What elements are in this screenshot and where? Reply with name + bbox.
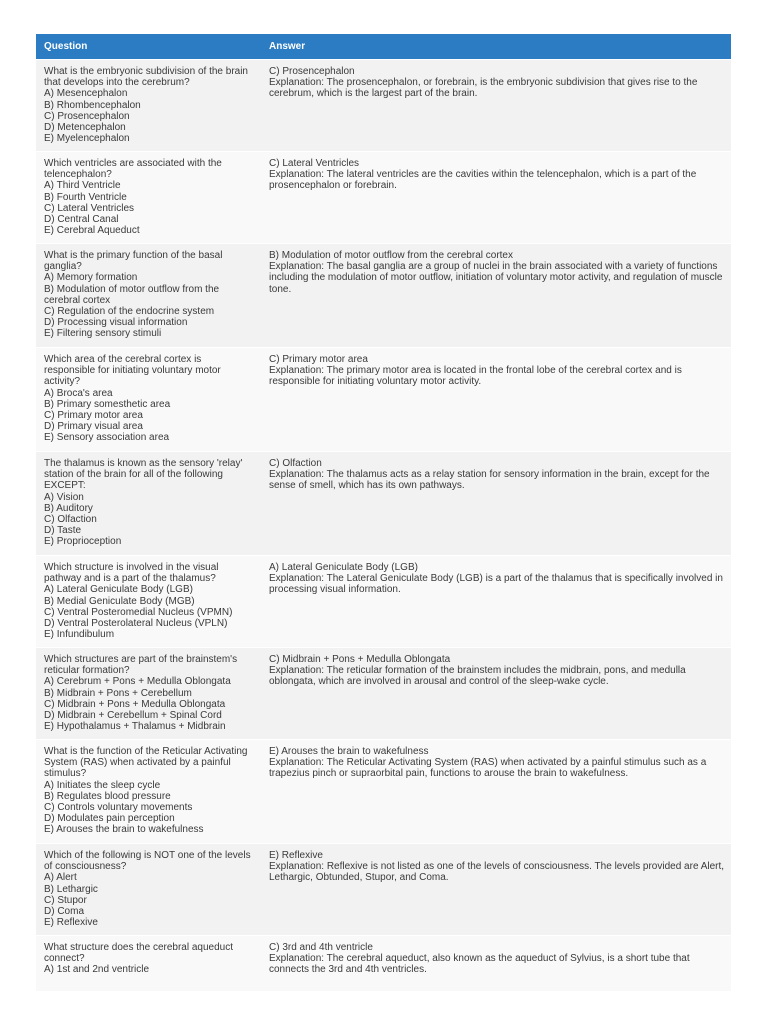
explanation-text: Explanation: The reticular formation of the brainstem includes the midbrain, pons, and medulla oblongata, which are involved in arousal and control of the sleep-wake cycle. <box>269 665 686 688</box>
answer-option: A) Lateral Geniculate Body (LGB) <box>44 584 193 596</box>
answer-option: D) Metencephalon <box>44 122 126 134</box>
answer-cell <box>261 452 731 555</box>
answer-option: B) Auditory <box>44 502 93 514</box>
answer-option: B) Modulation of motor outflow from the cerebral cortex <box>44 283 220 306</box>
answer-cell <box>261 556 731 647</box>
answer-option: A) Memory formation <box>44 272 138 284</box>
table-row <box>36 843 731 935</box>
question-cell <box>36 60 261 151</box>
answer-option: A) Mesencephalon <box>44 88 128 100</box>
question-cell <box>36 244 261 347</box>
answer-option: D) Modulates pain perception <box>44 813 175 825</box>
answer-option: A) Alert <box>44 872 77 884</box>
answer-option: A) Cerebrum + Pons + Medulla Oblongata <box>44 676 231 688</box>
explanation-text: Explanation: The thalamus acts as a relay station for sensory information in the brain, except for the sense of smell, which has its own pathways. <box>269 469 710 492</box>
question-cell <box>36 648 261 739</box>
table-row <box>36 451 731 555</box>
answer-option: B) Medial Geniculate Body (MGB) <box>44 595 195 607</box>
answer-option: C) Lateral Ventricles <box>44 202 135 214</box>
answer-option: D) Coma <box>44 906 85 918</box>
explanation-text: Explanation: The prosencephalon, or forebrain, is the embryonic subdivision that gives rise to the cerebrum, which is the largest part of the brain. <box>269 77 698 100</box>
question-text: Which area of the cerebral cortex is responsible for initiating voluntary motor activity? <box>44 354 221 388</box>
correct-answer: C) Lateral Ventricles <box>269 158 360 169</box>
question-cell <box>36 348 261 451</box>
answer-option: C) Primary motor area <box>44 410 143 422</box>
explanation-text: Explanation: The lateral ventricles are the cavities within the telencephalon, which is a part of the prosencephalon or forebrain. <box>269 169 697 192</box>
correct-answer: C) Olfaction <box>269 458 322 469</box>
answer-option: E) Sensory association area <box>44 432 170 444</box>
answer-option: E) Hypothalamus + Thalamus + Midbrain <box>44 721 226 733</box>
correct-answer: C) Prosencephalon <box>269 66 355 77</box>
answer-option: E) Reflexive <box>44 917 98 929</box>
answer-option: D) Taste <box>44 525 82 537</box>
answer-option: A) Broca's area <box>44 387 113 399</box>
answer-option: C) Midbrain + Pons + Medulla Oblongata <box>44 698 226 710</box>
correct-answer: C) Primary motor area <box>269 354 368 365</box>
table-row <box>36 647 731 739</box>
answer-option: B) Regulates blood pressure <box>44 790 171 802</box>
question-text: What is the function of the Reticular Activating System (RAS) when activated by a painful stimulus? <box>44 746 248 780</box>
answer-option: E) Filtering sensory stimuli <box>44 328 162 340</box>
answer-option: C) Ventral Posteromedial Nucleus (VPMN) <box>44 606 233 618</box>
answer-option: B) Primary somesthetic area <box>44 398 171 410</box>
question-text: Which ventricles are associated with the telencephalon? <box>44 158 222 181</box>
question-cell <box>36 844 261 935</box>
correct-answer: E) Reflexive <box>269 850 323 861</box>
answer-option: E) Infundibulum <box>44 629 115 641</box>
answer-cell <box>261 936 731 991</box>
answer-option: C) Controls voluntary movements <box>44 802 193 814</box>
answer-cell <box>261 648 731 739</box>
table-row <box>36 555 731 647</box>
question-cell <box>36 936 261 991</box>
answer-option: A) Vision <box>44 491 84 503</box>
answer-cell <box>261 740 731 843</box>
answer-option: A) 1st and 2nd ventricle <box>44 964 150 976</box>
answer-option: B) Lethargic <box>44 883 98 895</box>
answer-option: D) Central Canal <box>44 214 119 226</box>
answer-option: B) Fourth Ventricle <box>44 191 127 203</box>
correct-answer: C) 3rd and 4th ventricle <box>269 942 373 953</box>
table-row <box>36 739 731 843</box>
answer-cell <box>261 348 731 451</box>
question-cell <box>36 152 261 243</box>
correct-answer: B) Modulation of motor outflow from the cerebral cortex <box>269 250 513 261</box>
question-cell <box>36 556 261 647</box>
header-question: Question <box>44 41 88 52</box>
table-row <box>36 935 731 991</box>
answer-option: C) Prosencephalon <box>44 110 130 122</box>
answer-option: C) Olfaction <box>44 514 97 526</box>
answer-option: B) Midbrain + Pons + Cerebellum <box>44 687 192 699</box>
qa-table <box>36 34 731 991</box>
question-text: What is the primary function of the basal ganglia? <box>44 250 223 273</box>
answer-option: D) Primary visual area <box>44 421 143 433</box>
header-answer: Answer <box>269 41 306 52</box>
answer-option: C) Regulation of the endocrine system <box>44 306 215 318</box>
explanation-text: Explanation: Reflexive is not listed as one of the levels of consciousness. The levels provided are Alert, Lethargic, Obtunded, Stupor, and Coma. <box>269 861 725 884</box>
answer-cell <box>261 244 731 347</box>
answer-option: E) Myelencephalon <box>44 133 130 145</box>
question-text: What structure does the cerebral aqueduct connect? <box>44 942 233 965</box>
answer-option: E) Cerebral Aqueduct <box>44 225 140 237</box>
table-body <box>36 59 731 991</box>
correct-answer: E) Arouses the brain to wakefulness <box>269 746 429 757</box>
correct-answer: C) Midbrain + Pons + Medulla Oblongata <box>269 654 451 665</box>
question-text: Which structures are part of the brainstem's reticular formation? <box>44 654 238 677</box>
correct-answer: A) Lateral Geniculate Body (LGB) <box>269 562 418 573</box>
table-header <box>36 34 731 59</box>
explanation-text: Explanation: The basal ganglia are a group of nuclei in the brain associated with a variety of functions including the modulation of motor outflow, initiation of voluntary motor activity, and regulation of muscle tone. <box>269 261 723 295</box>
question-cell <box>36 740 261 843</box>
answer-option: D) Processing visual information <box>44 317 188 329</box>
answer-option: E) Arouses the brain to wakefulness <box>44 824 204 836</box>
answer-option: D) Midbrain + Cerebellum + Spinal Cord <box>44 710 222 722</box>
question-text: Which structure is involved in the visual pathway and is a part of the thalamus? <box>44 562 219 585</box>
table-row <box>36 151 731 243</box>
answer-option: D) Ventral Posterolateral Nucleus (VPLN) <box>44 618 228 630</box>
answer-cell <box>261 844 731 935</box>
answer-option: E) Proprioception <box>44 536 122 548</box>
answer-cell <box>261 152 731 243</box>
table-row <box>36 59 731 151</box>
explanation-text: Explanation: The cerebral aqueduct, also known as the aqueduct of Sylvius, is a short tube that connects the 3rd and 4th ventricles. <box>269 953 690 976</box>
table-row <box>36 243 731 347</box>
question-text: The thalamus is known as the sensory 'relay' station of the brain for all of the following EXCEPT: <box>44 458 243 492</box>
answer-option: A) Initiates the sleep cycle <box>44 779 161 791</box>
question-text: What is the embryonic subdivision of the brain that develops into the cerebrum? <box>44 66 248 89</box>
question-text: Which of the following is NOT one of the levels of consciousness? <box>44 850 251 873</box>
answer-option: B) Rhombencephalon <box>44 99 141 111</box>
answer-cell <box>261 60 731 151</box>
explanation-text: Explanation: The Reticular Activating System (RAS) when activated by a painful stimulus such as a trapezius pinch or supraorbital pain, functions to arouse the brain to wakefulness. <box>269 757 707 780</box>
answer-option: C) Stupor <box>44 894 87 906</box>
question-cell <box>36 452 261 555</box>
table-row <box>36 347 731 451</box>
explanation-text: Explanation: The Lateral Geniculate Body (LGB) is a part of the thalamus that is specifically involved in processing visual information. <box>269 573 723 596</box>
explanation-text: Explanation: The primary motor area is located in the frontal lobe of the cerebral cortex and is responsible for initiating voluntary motor activity. <box>269 365 682 388</box>
answer-option: A) Third Ventricle <box>44 180 121 192</box>
